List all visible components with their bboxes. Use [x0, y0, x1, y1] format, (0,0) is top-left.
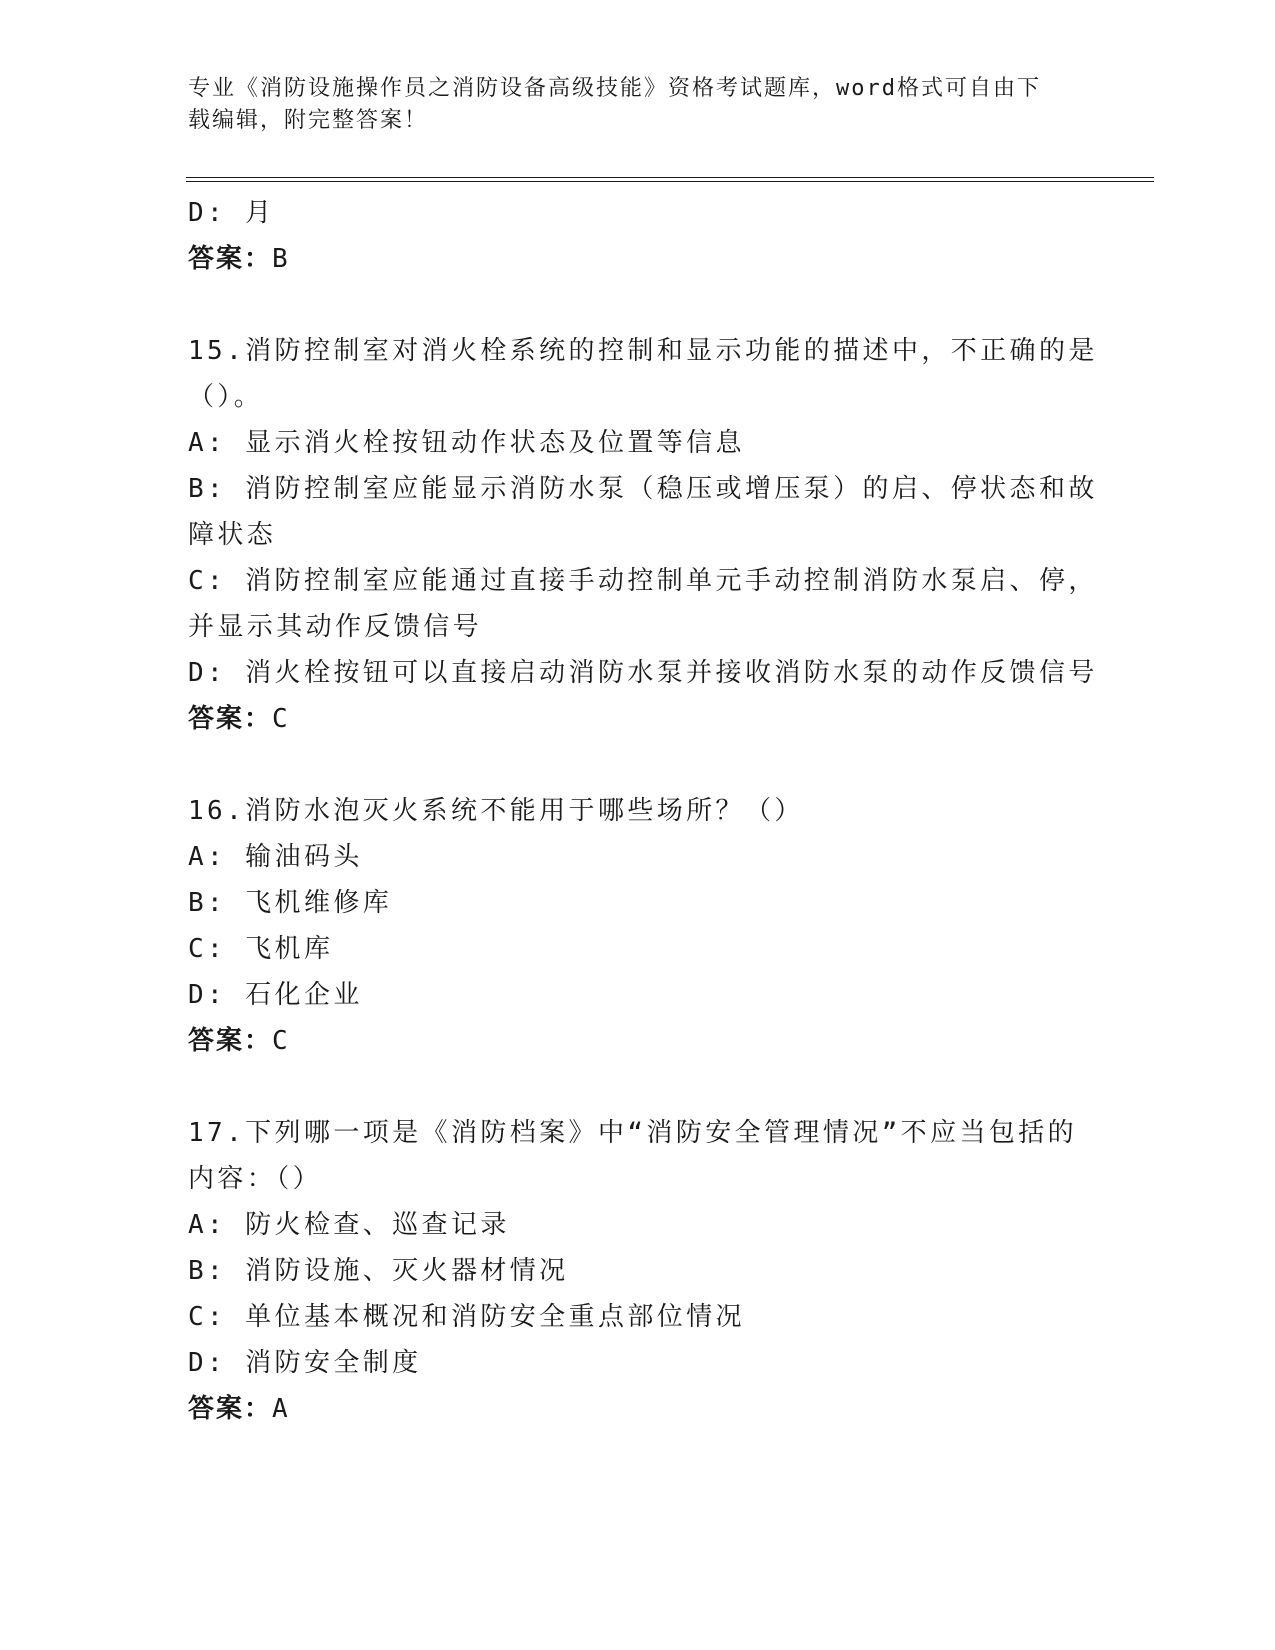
- option-b: B: 消防设施、灭火器材情况: [188, 1256, 569, 1286]
- answer-line: [188, 1386, 1088, 1432]
- option-b: B: 消防控制室应能显示消防水泵（稳压或增压泵）的启、停状态和故: [188, 474, 1098, 504]
- question-17: [188, 1110, 1088, 1432]
- option-d: D: 消防安全制度: [188, 1348, 422, 1378]
- question-stem: 16.消防水泡灭火系统不能用于哪些场所？（）: [188, 796, 804, 826]
- document-header: [188, 73, 1068, 137]
- spacer: [188, 742, 1088, 788]
- header-rule-top: [186, 177, 1154, 178]
- answer-line: [188, 1018, 1088, 1064]
- option-c-continued: 并显示其动作反馈信号: [188, 612, 483, 642]
- option-d: D: 消火栓按钮可以直接启动消防水泵并接收消防水泵的动作反馈信号: [188, 658, 1098, 688]
- question-15: [188, 328, 1098, 742]
- answer-label: 答案：: [188, 704, 273, 734]
- question-stem: 17.下列哪一项是《消防档案》中“消防安全管理情况”不应当包括的: [188, 1118, 1078, 1148]
- answer-value: A: [272, 1394, 290, 1424]
- header-line-2: 载编辑，附完整答案！: [188, 108, 429, 133]
- option-a: A: 防火检查、巡查记录: [188, 1210, 510, 1240]
- question-stem-continued: 内容：（）: [188, 1164, 323, 1194]
- header-line-1: 专业《消防设施操作员之消防设备高级技能》资格考试题库，word格式可自由下: [188, 76, 1041, 101]
- option-d: D: 石化企业: [188, 980, 363, 1010]
- answer-label: 答案：: [188, 1026, 273, 1056]
- answer-line: [188, 696, 1088, 742]
- option-a: A: 显示消火栓按钮动作状态及位置等信息: [188, 428, 745, 458]
- spacer: [188, 282, 1088, 328]
- option-c: C: 消防控制室应能通过直接手动控制单元手动控制消防水泵启、停，: [188, 566, 1098, 596]
- answer-label: 答案：: [188, 244, 273, 274]
- answer-label: 答案：: [188, 1394, 273, 1424]
- answer-line: [188, 236, 1088, 282]
- option-b: B: 飞机维修库: [188, 888, 393, 918]
- header-rule-bottom: [186, 181, 1154, 182]
- question-stem: 15.消防控制室对消火栓系统的控制和显示功能的描述中，不正确的是: [188, 336, 1098, 366]
- answer-value: C: [272, 1026, 290, 1056]
- option-d: D: 月: [188, 198, 275, 228]
- option-a: A: 输油码头: [188, 842, 363, 872]
- option-c: C: 单位基本概况和消防安全重点部位情况: [188, 1302, 745, 1332]
- previous-question-tail: [188, 190, 1088, 282]
- question-16: [188, 788, 1088, 1064]
- spacer: [188, 1064, 1088, 1110]
- question-stem-continued: （）。: [188, 382, 264, 412]
- answer-value: B: [272, 244, 290, 274]
- answer-value: C: [272, 704, 290, 734]
- question-list: [188, 190, 1098, 1432]
- option-b-continued: 障状态: [188, 520, 277, 550]
- option-c: C: 飞机库: [188, 934, 334, 964]
